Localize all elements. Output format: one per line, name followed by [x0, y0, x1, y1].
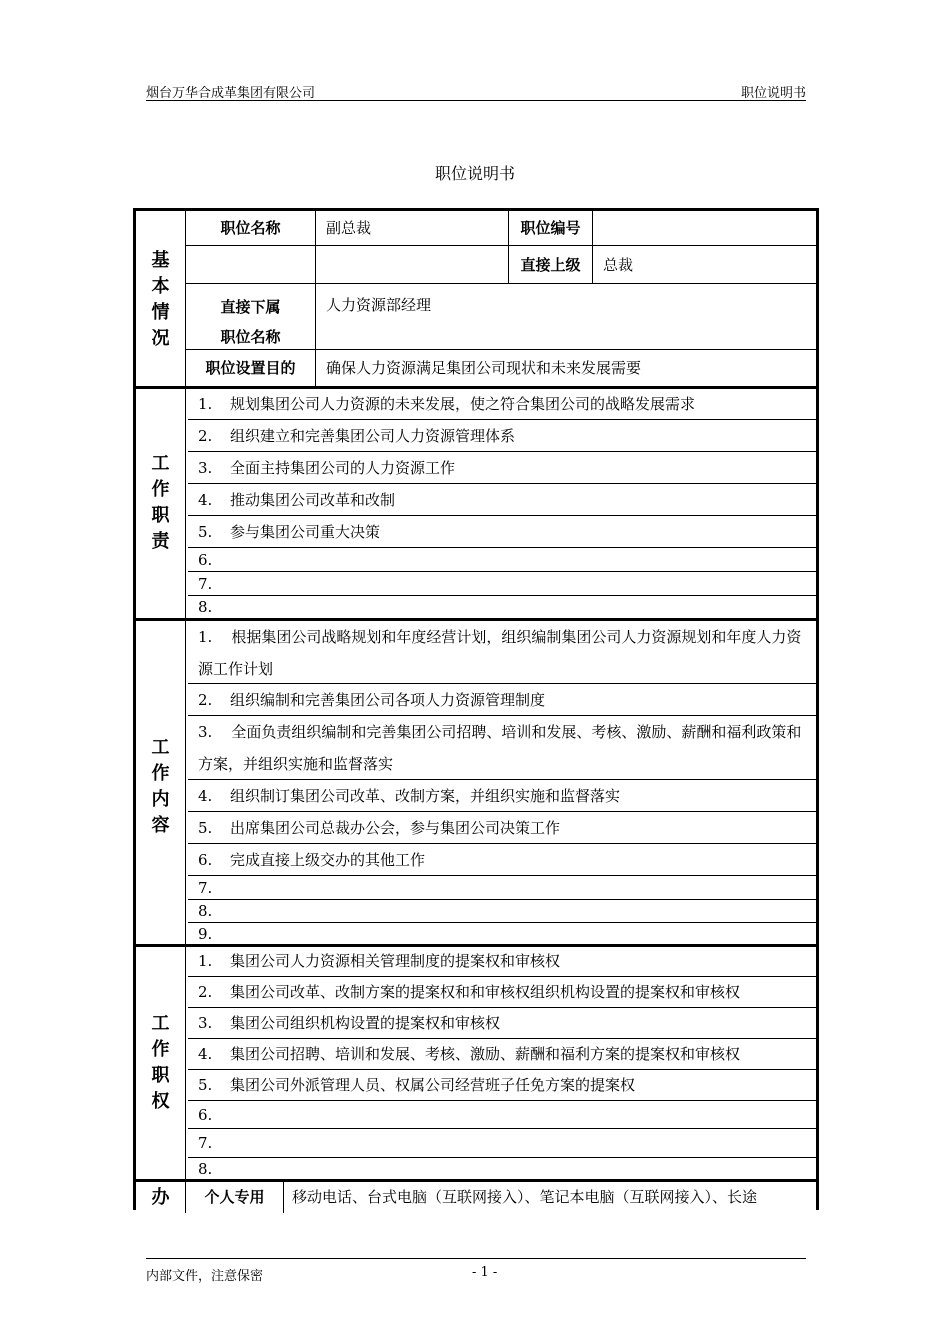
- list-item: 2. 组织建立和完善集团公司人力资源管理体系: [188, 419, 816, 451]
- list-item: 5. 集团公司外派管理人员、权属公司经营班子任免方案的提案权: [188, 1069, 816, 1100]
- section-label-authority-text: 工作职权: [151, 1013, 170, 1112]
- section-label-content-text: 工作内容: [151, 737, 170, 836]
- list-item: 5. 参与集团公司重大决策: [188, 515, 816, 547]
- subordinate-value: 人力资源部经理: [315, 283, 816, 349]
- subordinate-label-line2: 职位名称: [220, 328, 281, 346]
- list-item: 9.: [188, 922, 816, 944]
- superior-value: 总裁: [592, 245, 816, 283]
- list-item: 6.: [188, 547, 816, 571]
- personal-use-value: 移动电话、台式电脑（互联网接入）、笔记本电脑（互联网接入）、长途: [283, 1182, 816, 1213]
- superior-label: 直接上级: [508, 245, 592, 283]
- list-item: 1. 根据集团公司战略规划和年度经营计划，组织编制集团公司人力资源规划和年度人力资源工作计划: [198, 628, 802, 678]
- list-item: 7.: [188, 1128, 816, 1157]
- position-code-value: [592, 211, 816, 245]
- section-office: [136, 1179, 816, 1213]
- section-label-office: 办: [151, 1187, 170, 1208]
- list-item: 4. 集团公司招聘、培训和发展、考核、激励、薪酬和福利方案的提案权和审核权: [188, 1038, 816, 1069]
- position-name-label: 职位名称: [185, 211, 315, 245]
- list-item: 8.: [188, 595, 816, 618]
- section-label-duties-text: 工作职责: [151, 453, 170, 552]
- list-item: 8.: [188, 899, 816, 922]
- document-title: 职位说明书: [434, 164, 515, 183]
- page-number: - 1 -: [472, 1265, 498, 1280]
- header-doc-type: 职位说明书: [740, 86, 806, 101]
- page-header: [146, 80, 806, 101]
- section-label-duties: [136, 451, 185, 555]
- empty-value-cell: [315, 245, 508, 283]
- list-item: 2. 组织编制和完善集团公司各项人力资源管理制度: [188, 683, 816, 715]
- list-item: 5. 出席集团公司总裁办公会，参与集团公司决策工作: [188, 811, 816, 843]
- confidential-note: 内部文件，注意保密: [146, 1269, 264, 1284]
- section-label-authority: [136, 1011, 185, 1115]
- subordinate-label-line1: 直接下属: [220, 298, 281, 316]
- empty-label-cell: [185, 245, 315, 283]
- subordinate-label: [185, 283, 315, 349]
- company-name: 烟台万华合成革集团有限公司: [146, 86, 316, 101]
- position-name-value: 副总裁: [315, 211, 508, 245]
- list-item: 1. 规划集团公司人力资源的未来发展，使之符合集团公司的战略发展需求: [198, 395, 696, 413]
- list-item: 4. 组织制订集团公司改革、改制方案，并组织实施和监督落实: [188, 779, 816, 811]
- list-item: 7.: [188, 571, 816, 595]
- list-item: 7.: [188, 875, 816, 899]
- position-code-label: 职位编号: [508, 211, 592, 245]
- list-item: 3. 全面主持集团公司的人力资源工作: [188, 451, 816, 483]
- section-label-content: [136, 735, 185, 839]
- purpose-value: 确保人力资源满足集团公司现状和未来发展需要: [315, 349, 816, 386]
- section-label-basic: [136, 248, 185, 352]
- list-item: 8.: [188, 1157, 816, 1179]
- list-item: 6.: [188, 1100, 816, 1128]
- section-content: [136, 618, 816, 944]
- list-item: 3. 集团公司组织机构设置的提案权和审核权: [188, 1007, 816, 1038]
- list-item: 1. 集团公司人力资源相关管理制度的提案权和审核权: [198, 952, 561, 970]
- list-item: 6. 完成直接上级交办的其他工作: [188, 843, 816, 875]
- list-item: 3. 全面负责组织编制和完善集团公司招聘、培训和发展、考核、激励、薪酬和福利政策和方案，并组织实施和监督落实: [188, 715, 816, 779]
- purpose-label: 职位设置目的: [185, 349, 315, 386]
- section-authority: [136, 944, 816, 1179]
- job-description-table: [133, 208, 819, 1210]
- section-label-basic-text: 基本情况: [151, 250, 170, 349]
- list-item: 2. 集团公司改革、改制方案的提案权和和审核权组织机构设置的提案权和审核权: [188, 976, 816, 1007]
- page-footer: [146, 1258, 806, 1284]
- personal-use-label: 个人专用: [185, 1182, 283, 1213]
- section-duties: [136, 386, 816, 618]
- list-item: 4. 推动集团公司改革和改制: [188, 483, 816, 515]
